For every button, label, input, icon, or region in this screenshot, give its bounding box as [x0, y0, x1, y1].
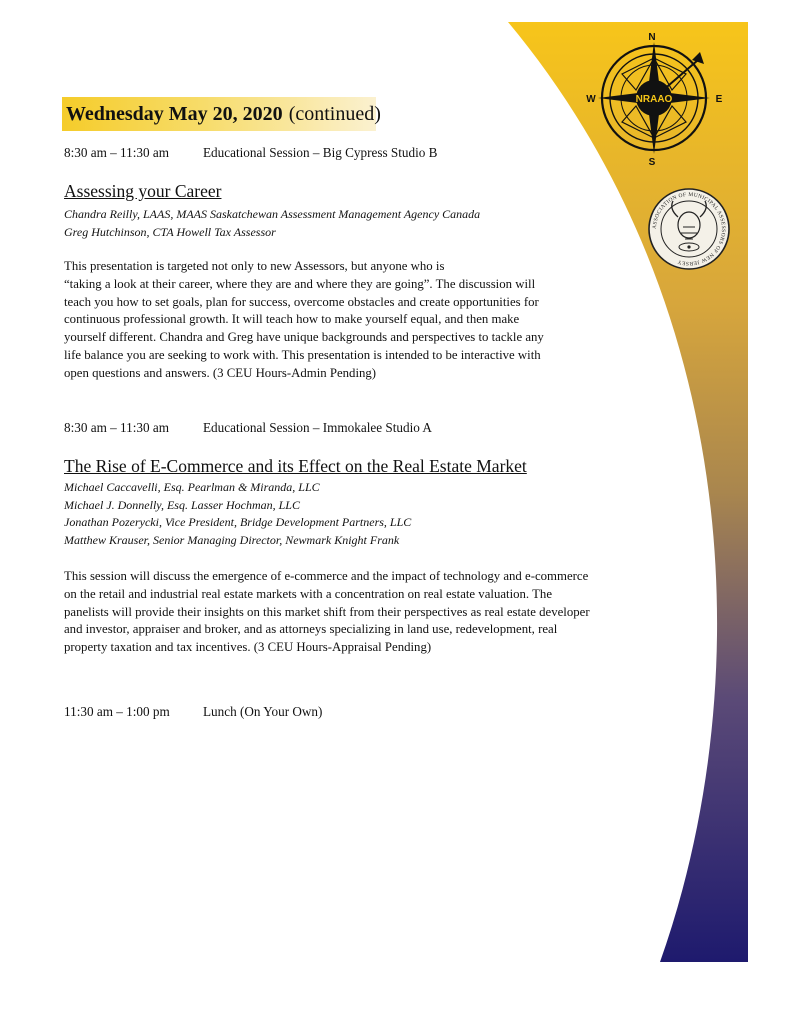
session-2-description — [64, 568, 590, 657]
session-2-title: The Rise of E-Commerce and its Effect on the Real Estate Market — [64, 456, 527, 476]
date-heading: Wednesday May 20, 2020 — [66, 102, 283, 125]
compass-west-label: W — [586, 94, 596, 105]
session-1-schedule — [64, 145, 437, 161]
description-line: teach you how to set goals, plan for success, overcome obstacles and create opportunities for — [64, 294, 539, 309]
compass-center-text: NRAAO — [635, 94, 673, 105]
session-2-speakers — [64, 479, 411, 549]
session-1-speakers — [64, 206, 480, 241]
session-2-schedule — [64, 420, 432, 436]
association-seal-logo — [647, 187, 731, 271]
speaker: Greg Hutchinson, CTA Howell Tax Assessor — [64, 224, 276, 239]
compass-north-label: N — [648, 32, 656, 43]
lunch-schedule — [64, 704, 322, 720]
description-line: and investor, appraiser and broker, and as attorneys specializing in land use, redevelopment, real — [64, 622, 558, 637]
description-line: property taxation and tax incentives. (3 CEU Hours-Appraisal Pending) — [64, 640, 432, 655]
description-line: This presentation is targeted not only to new Assessors, but anyone who is — [64, 259, 445, 273]
lunch-time: 11:30 am – 1:00 pm — [64, 704, 170, 719]
description-line: “taking a look at their career, where they are and where they are going”. The discussion will — [64, 276, 536, 291]
session-1-time: 8:30 am – 11:30 am — [64, 145, 169, 160]
speaker: Michael Caccavelli, Esq. Pearlman & Miranda, LLC — [64, 480, 320, 494]
speaker: Michael J. Donnelly, Esq. Lasser Hochman, LLC — [64, 497, 300, 512]
compass-logo — [588, 30, 724, 166]
session-1-description — [64, 258, 544, 383]
date-banner — [62, 97, 381, 131]
description-line: continuous professional growth. It will teach how to make yourself equal, and then make — [64, 312, 520, 327]
seal-ring-text: ASSOCIATION OF MUNICIPAL ASSESSORS OF NEW JERSEY — [651, 191, 727, 267]
speaker: Matthew Krauser, Senior Managing Director, Newmark Knight Frank — [64, 532, 400, 547]
session-1-label: Educational Session – Big Cypress Studio B — [203, 145, 438, 160]
description-line: yourself different. Chandra and Greg have unique backgrounds and perspectives to tackle any — [64, 330, 544, 345]
speaker: Jonathan Pozerycki, Vice President, Bridge Development Partners, LLC — [64, 515, 412, 529]
description-line: on the retail and industrial real estate markets with a concentration on real estate valuation. The — [64, 586, 552, 601]
session-2-label: Educational Session – Immokalee Studio A — [203, 420, 432, 435]
speaker: Chandra Reilly, LAAS, MAAS Saskatchewan Assessment Management Agency Canada — [64, 207, 481, 221]
description-line: This session will discuss the emergence of e-commerce and the impact of technology and e-commerce — [64, 569, 589, 583]
description-line: panelists will provide their insights on this market shift from their perspectives as real estate developer — [64, 604, 590, 619]
lunch-label: Lunch (On Your Own) — [203, 704, 323, 719]
description-line: life balance you are seeking to work with. This presentation is intended to be interactive with — [64, 347, 541, 362]
compass-east-label: E — [715, 94, 723, 105]
session-2-time: 8:30 am – 11:30 am — [64, 420, 169, 435]
date-continued: (continued) — [288, 102, 381, 125]
session-1-title: Assessing your Career — [64, 181, 222, 201]
compass-south-label: S — [648, 157, 656, 168]
description-line: open questions and answers. (3 CEU Hours-Admin Pending) — [64, 365, 377, 380]
